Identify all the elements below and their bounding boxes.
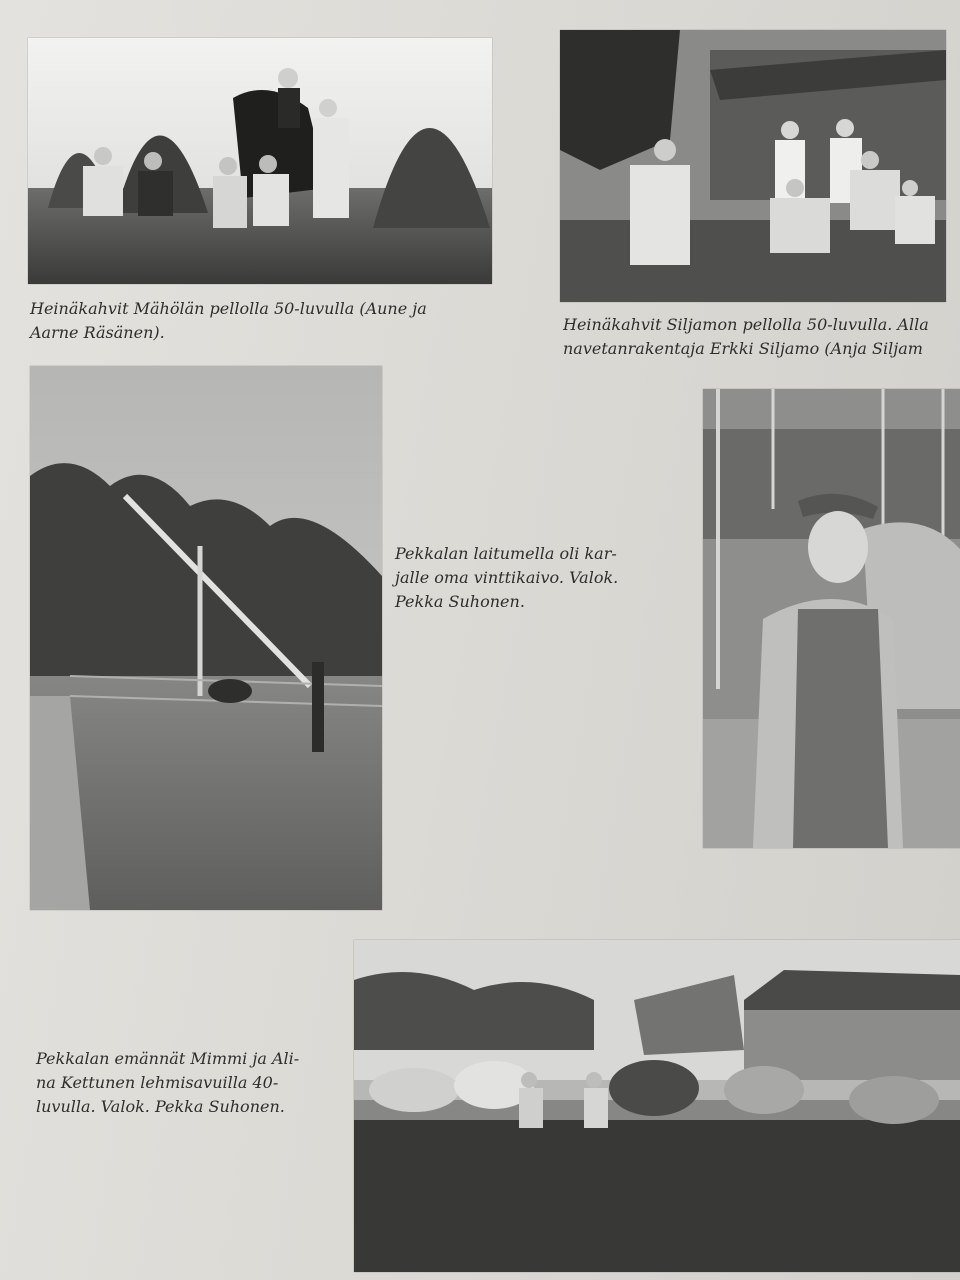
caption-line: na Kettunen lehmisavuilla 40- <box>36 1073 279 1092</box>
caption-line: jalle oma vinttikaivo. Valok. <box>395 568 619 587</box>
caption-photo5 <box>36 1047 346 1119</box>
caption-photo3 <box>395 542 685 614</box>
caption-line: navetanrakentaja Erkki Siljamo (Anja Siljam <box>563 339 923 358</box>
caption-photo1 <box>30 297 500 345</box>
caption-line: Pekkalan emännät Mimmi ja Ali- <box>36 1049 300 1068</box>
caption-photo2 <box>563 313 960 361</box>
caption-line: Pekka Suhonen. <box>395 592 525 611</box>
show-through-text <box>400 390 700 480</box>
caption-line: Heinäkahvit Mähölän pellolla 50-luvulla (Aune ja <box>30 299 427 318</box>
caption-line: Pekkalan laitumella oli kar- <box>395 544 617 563</box>
photo-sweep-well <box>30 366 382 910</box>
photo-barn-builder <box>703 389 960 848</box>
photo-haymaking-siljamo <box>560 30 946 302</box>
photo-haymaking-mahola <box>28 38 492 284</box>
caption-line: Aarne Räsänen). <box>30 323 165 342</box>
photo-milking-cows <box>354 940 960 1272</box>
caption-line: luvulla. Valok. Pekka Suhonen. <box>36 1097 285 1116</box>
caption-line: Heinäkahvit Siljamon pellolla 50-luvulla. Alla <box>563 315 929 334</box>
